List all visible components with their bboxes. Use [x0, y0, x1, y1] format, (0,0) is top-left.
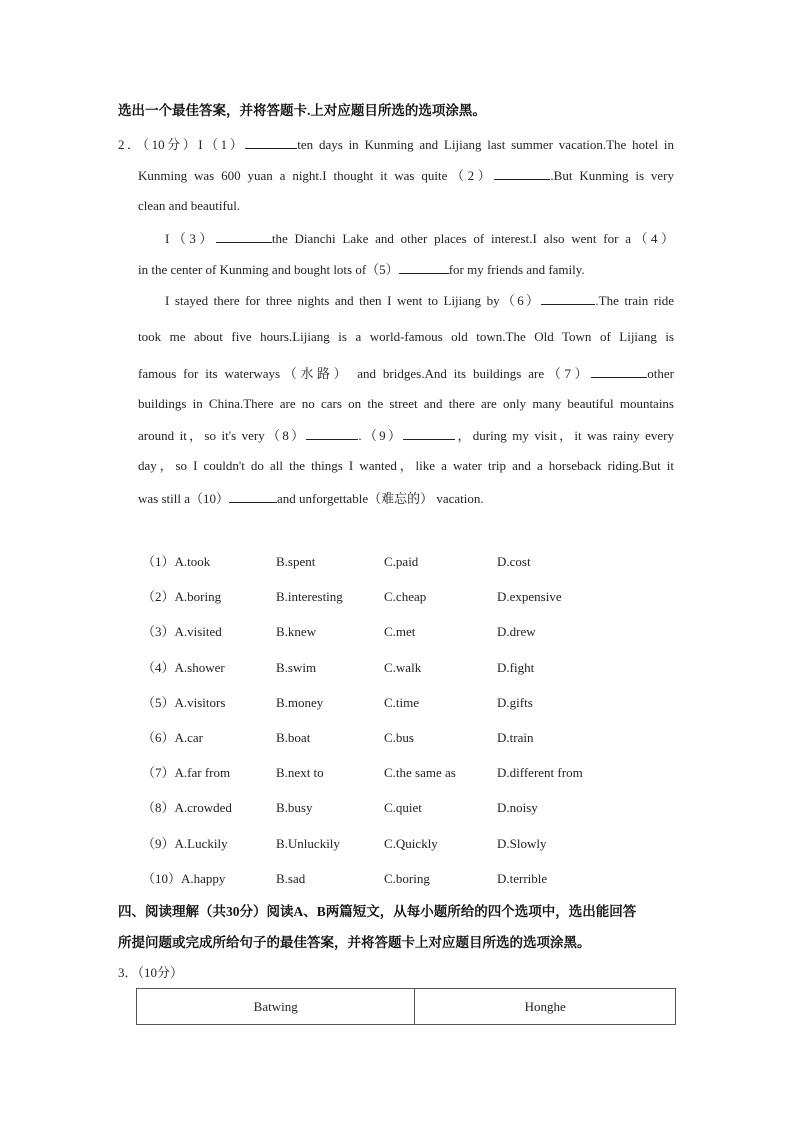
option-item: （7）A.far from — [142, 765, 231, 780]
answer-blank — [306, 427, 358, 440]
answer-blank — [245, 136, 297, 149]
answer-blank — [229, 490, 277, 503]
option-item: C.boring — [384, 871, 430, 886]
answer-blank — [591, 365, 647, 378]
option-item: D.cost — [497, 554, 531, 569]
option-item: （1）A.took — [142, 554, 211, 569]
table-header-cell: Honghe — [415, 989, 676, 1025]
answer-blank — [494, 167, 550, 180]
passage-line: famous for its waterways（水路） and bridges.And its buildings are（7） other — [138, 366, 674, 381]
option-item: B.Unluckily — [276, 836, 340, 851]
option-item: B.knew — [276, 624, 317, 639]
option-item: （6）A.car — [142, 730, 204, 745]
option-item: D.Slowly — [497, 836, 547, 851]
option-item: D.noisy — [497, 800, 538, 815]
option-item: （4）A.shower — [142, 660, 225, 675]
option-item: D.gifts — [497, 695, 533, 710]
passage-line: buildings in China.There are no cars on the street and there are only many beautiful mountains — [138, 396, 674, 411]
option-item: D.fight — [497, 660, 535, 675]
passage-line: in the center of Kunming and bought lots of（5） for my friends and family. — [138, 262, 585, 277]
passage-line: clean and beautiful. — [138, 198, 241, 213]
section-heading: 四、阅读理解（共30分）阅读A、B两篇短文，从每小题所给的四个选项中，选出能回答 — [118, 904, 637, 919]
passage-line: around it，so it's very（8） .（9） ，during my visit，it was rainy every — [138, 428, 674, 443]
option-item: B.spent — [276, 554, 316, 569]
passage-line: took me about five hours.Lijiang is a world-famous old town.The Old Town of Lijiang is — [138, 329, 674, 344]
answer-blank — [403, 427, 455, 440]
table-header-cell: Batwing — [137, 989, 415, 1025]
option-item: B.sad — [276, 871, 306, 886]
option-item: C.met — [384, 624, 416, 639]
instruction-line: 选出一个最佳答案，并将答题卡.上对应题目所选的选项涂黑。 — [118, 103, 486, 118]
passage-line: was still a（10） and unforgettable（难忘的） vacation. — [138, 491, 484, 506]
passage-line: Kunming was 600 yuan a night.I thought it was quite（2） .But Kunming is very — [138, 168, 674, 183]
option-item: C.paid — [384, 554, 419, 569]
answer-blank — [399, 261, 449, 274]
option-item: C.Quickly — [384, 836, 438, 851]
reading-table — [136, 988, 676, 1025]
option-item: （5）A.visitors — [142, 695, 226, 710]
option-item: B.busy — [276, 800, 313, 815]
option-item: D.expensive — [497, 589, 562, 604]
option-item: B.interesting — [276, 589, 343, 604]
section-heading: 所提问题或完成所给句子的最佳答案，并将答题卡上对应题目所选的选项涂黑。 — [118, 935, 591, 950]
option-item: B.swim — [276, 660, 317, 675]
option-item: B.boat — [276, 730, 311, 745]
question-label: 3．（10分） — [118, 965, 184, 980]
option-item: C.cheap — [384, 589, 427, 604]
option-item: D.train — [497, 730, 534, 745]
option-item: C.quiet — [384, 800, 422, 815]
passage-line: day，so I couldn't do all the things I wanted，like a water trip and a horseback riding.But it — [138, 458, 674, 473]
option-item: C.walk — [384, 660, 422, 675]
passage-line: I stayed there for three nights and then I went to Lijiang by（6） .The train ride — [165, 293, 674, 308]
option-item: D.terrible — [497, 871, 548, 886]
option-item: （9）A.Luckily — [142, 836, 228, 851]
option-item: （3）A.visited — [142, 624, 222, 639]
answer-blank — [216, 230, 272, 243]
option-item: B.money — [276, 695, 324, 710]
answer-blank — [541, 292, 595, 305]
option-item: D.different from — [497, 765, 583, 780]
option-item: B.next to — [276, 765, 324, 780]
option-item: C.time — [384, 695, 420, 710]
option-item: （10）A.happy — [142, 871, 226, 886]
passage-line: I（3） the Dianchi Lake and other places of interest.I also went for a（4） — [165, 231, 674, 246]
option-item: C.the same as — [384, 765, 456, 780]
option-item: （2）A.boring — [142, 589, 222, 604]
option-item: D.drew — [497, 624, 536, 639]
option-item: （8）A.crowded — [142, 800, 232, 815]
option-item: C.bus — [384, 730, 414, 745]
passage-line: 2．（10分）I（1） ten days in Kunming and Lijiang last summer vacation.The hotel in — [118, 137, 674, 152]
